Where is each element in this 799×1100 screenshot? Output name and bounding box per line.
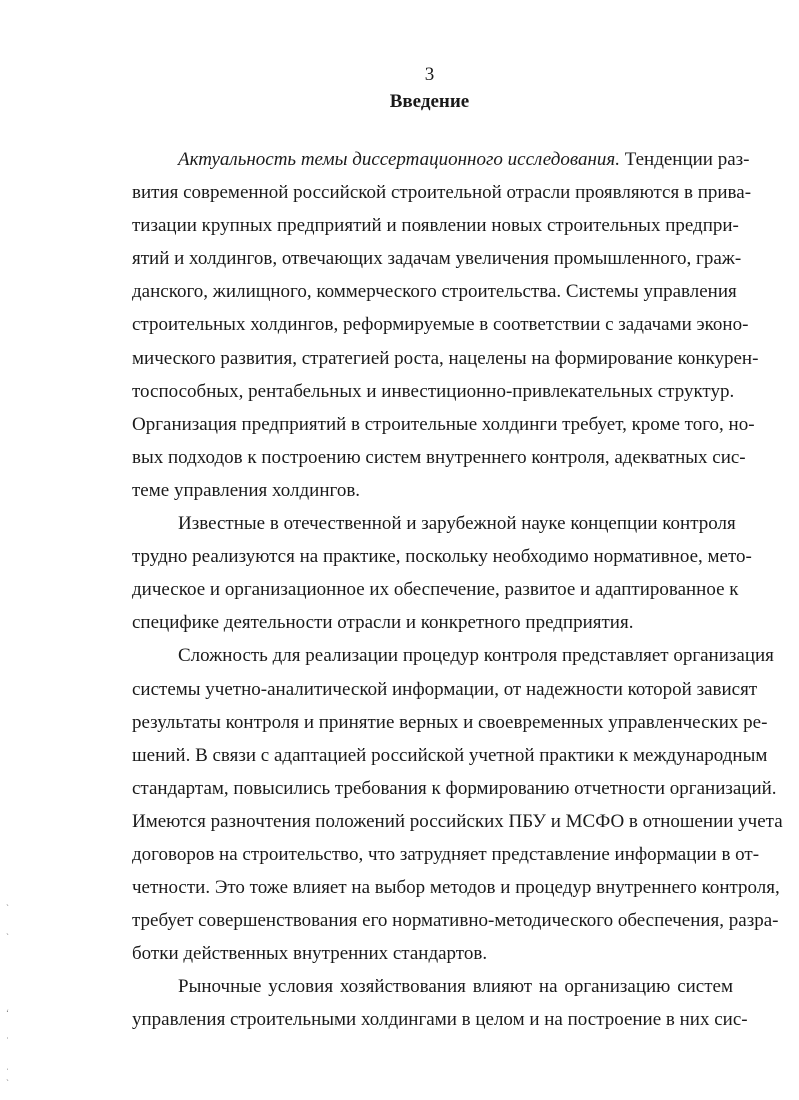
text-line: трудно реализуются на практике, поскольку необходимо нормативное, мето- xyxy=(132,546,752,568)
text-line: ботки действенных внутренних стандартов. xyxy=(132,943,488,965)
italic-lead: Актуальность темы диссертационного исследования. xyxy=(178,149,620,170)
text-line: вития современной российской строительной отрасли проявляются в прива- xyxy=(132,182,752,204)
text-line: Рыночные условия хозяйствования влияют на организацию систем xyxy=(178,976,733,998)
text-line: вых подходов к построению систем внутреннего контроля, адекватных сис- xyxy=(132,446,746,468)
body-text xyxy=(132,143,783,1037)
text-line: шений. В связи с адаптацией российской учетной практики к международным xyxy=(132,744,768,766)
scan-artifact: ˏ xyxy=(6,925,9,935)
paragraph-4 xyxy=(132,970,748,1036)
scan-artifact: ʾ xyxy=(6,1036,9,1046)
text-line: требует совершенствования его нормативно-методического обеспечения, разра- xyxy=(132,910,779,932)
paragraph-2 xyxy=(132,507,752,639)
text-line: четности. Это тоже влияет на выбор методов и процедур внутреннего контроля, xyxy=(132,877,780,899)
section-heading: Введение xyxy=(389,91,470,112)
text-line: системы учетно-аналитической информации, от надежности которой зависят xyxy=(132,678,758,700)
text-line: результаты контроля и принятие верных и своевременных управленческих ре- xyxy=(132,711,768,733)
scan-artifact: ʻ xyxy=(6,1008,9,1018)
text-line: дическое и организационное их обеспечение, развитое и адаптированное к xyxy=(132,579,739,601)
text-line: Сложность для реализации процедур контроля представляет организация xyxy=(178,645,774,667)
scan-artifact: ˎ xyxy=(6,896,9,906)
text-line: строительных холдингов, реформируемые в соответствии с задачами эконо- xyxy=(132,314,749,336)
text-line: Имеются разночтения положений российских ПБУ и МСФО в отношении учета xyxy=(132,810,783,832)
text-line: стандартам, повысились требования к формированию отчетности организаций. xyxy=(132,777,777,799)
text-line: специфике деятельности отрасли и конкретного предприятия. xyxy=(132,612,634,634)
text-line: Организация предприятий в строительные холдинги требует, кроме того, но- xyxy=(132,413,755,435)
text-line: теме управления холдингов. xyxy=(132,479,361,501)
text-line: Известные в отечественной и зарубежной науке концепции контроля xyxy=(178,513,736,535)
scan-artifact: ˋ xyxy=(6,1078,9,1088)
paragraph-1 xyxy=(132,143,759,507)
text-line: Актуальность темы диссертационного исследования. Тенденции раз- xyxy=(178,149,750,170)
page-number: 3 xyxy=(424,64,435,85)
text-line: тоспособных, рентабельных и инвестиционно-привлекательных структур. xyxy=(132,380,735,402)
text-line: мического развития, стратегией роста, нацелены на формирование конкурен- xyxy=(132,347,759,369)
paragraph-3 xyxy=(132,639,783,970)
text-line: управления строительными холдингами в целом и на построение в них сис- xyxy=(132,1009,748,1031)
scan-artifact: ˌ xyxy=(6,1060,9,1070)
text-line: договоров на строительство, что затрудняет представление информации в от- xyxy=(132,843,760,865)
text-line: тизации крупных предприятий и появлении новых строительных предпри- xyxy=(132,215,739,237)
text-line: ятий и холдингов, отвечающих задачам увеличения промышленного, граж- xyxy=(132,248,742,270)
text-line: данского, жилищного, коммерческого строительства. Системы управления xyxy=(132,281,737,303)
